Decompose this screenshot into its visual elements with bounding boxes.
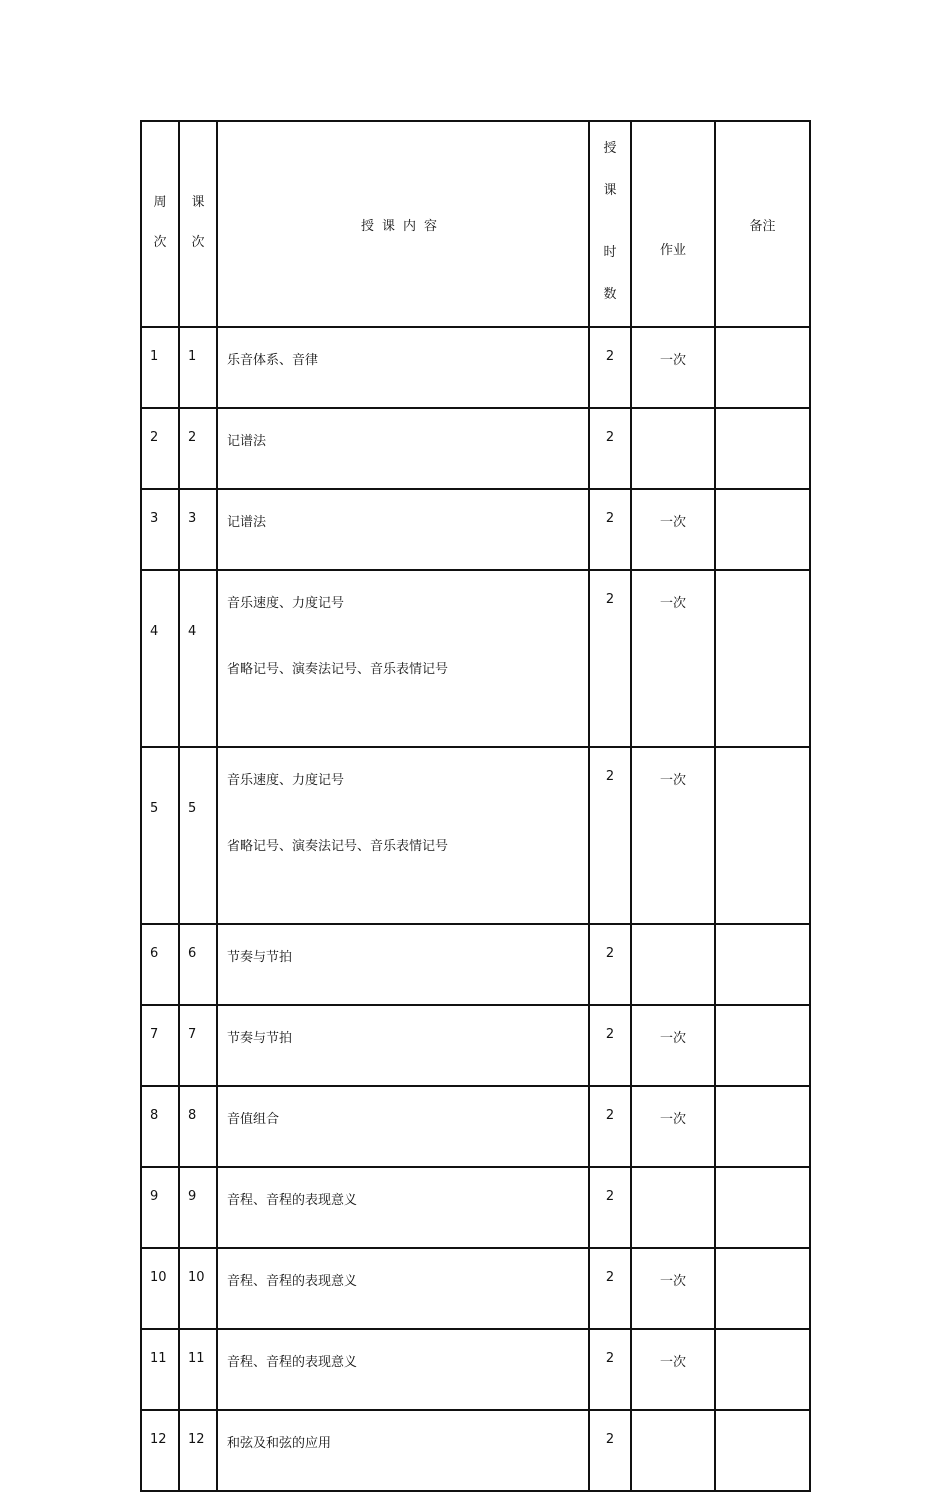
cell-hours: 2: [589, 408, 631, 489]
cell-hours: 2: [589, 924, 631, 1005]
cell-homework: 一次: [631, 1005, 715, 1086]
cell-content: [217, 1167, 589, 1248]
cell-hours: 2: [589, 1005, 631, 1086]
header-notes: 备注: [715, 121, 810, 327]
table-row: [141, 747, 810, 924]
table-row: [141, 327, 810, 408]
cell-notes: [715, 489, 810, 570]
cell-lesson: 6: [179, 924, 217, 1005]
cell-week: 3: [141, 489, 179, 570]
cell-homework: 一次: [631, 1329, 715, 1410]
content-line: 乐音体系、音律: [227, 353, 319, 368]
content-line: 和弦及和弦的应用: [227, 1436, 332, 1451]
cell-notes: [715, 747, 810, 924]
cell-homework: [631, 924, 715, 1005]
content-line: 音程、音程的表现意义: [227, 1193, 358, 1208]
cell-notes: [715, 570, 810, 747]
course-schedule-table: [140, 120, 811, 1492]
cell-lesson: 11: [179, 1329, 217, 1410]
cell-week: 8: [141, 1086, 179, 1167]
cell-hours: 2: [589, 570, 631, 747]
cell-content: [217, 1248, 589, 1329]
cell-lesson: 8: [179, 1086, 217, 1167]
cell-hours: 2: [589, 1410, 631, 1491]
cell-content: [217, 408, 589, 489]
cell-lesson: 10: [179, 1248, 217, 1329]
table-row: [141, 1248, 810, 1329]
cell-content: [217, 489, 589, 570]
cell-week: 10: [141, 1248, 179, 1329]
cell-homework: 一次: [631, 747, 715, 924]
header-week: 周 次: [141, 121, 179, 327]
cell-hours: 2: [589, 1248, 631, 1329]
cell-hours: 2: [589, 1329, 631, 1410]
cell-lesson: 9: [179, 1167, 217, 1248]
table-row: [141, 1329, 810, 1410]
header-homework: 作业: [631, 121, 715, 327]
content-line: 记谱法: [227, 434, 267, 449]
cell-homework: 一次: [631, 1248, 715, 1329]
content-line: 省略记号、演奏法记号、音乐表情记号: [227, 662, 449, 677]
cell-week: 12: [141, 1410, 179, 1491]
cell-hours: 2: [589, 747, 631, 924]
cell-homework: 一次: [631, 327, 715, 408]
content-line: 音乐速度、力度记号: [227, 773, 345, 788]
cell-notes: [715, 1248, 810, 1329]
cell-homework: 一次: [631, 489, 715, 570]
cell-week: 2: [141, 408, 179, 489]
content-line: 节奏与节拍: [227, 1031, 293, 1046]
cell-lesson: 5: [179, 747, 217, 924]
cell-lesson: 4: [179, 570, 217, 747]
cell-content: [217, 747, 589, 924]
table-row: [141, 1410, 810, 1491]
cell-week: 1: [141, 327, 179, 408]
cell-lesson: 7: [179, 1005, 217, 1086]
cell-week: 6: [141, 924, 179, 1005]
content-line: 音程、音程的表现意义: [227, 1274, 358, 1289]
table-row: [141, 1086, 810, 1167]
cell-notes: [715, 1410, 810, 1491]
cell-notes: [715, 924, 810, 1005]
table-row: [141, 489, 810, 570]
content-line: 音程、音程的表现意义: [227, 1355, 358, 1370]
cell-notes: [715, 1167, 810, 1248]
cell-notes: [715, 1329, 810, 1410]
header-hours: 授 课 时 数: [589, 121, 631, 327]
table-row: [141, 1167, 810, 1248]
cell-notes: [715, 1086, 810, 1167]
cell-week: 4: [141, 570, 179, 747]
cell-content: [217, 327, 589, 408]
cell-content: [217, 1410, 589, 1491]
cell-hours: 2: [589, 1086, 631, 1167]
content-line: 省略记号、演奏法记号、音乐表情记号: [227, 839, 449, 854]
cell-notes: [715, 1005, 810, 1086]
cell-content: [217, 924, 589, 1005]
content-line: 音值组合: [227, 1112, 280, 1127]
table-row: [141, 1005, 810, 1086]
cell-week: 5: [141, 747, 179, 924]
cell-week: 9: [141, 1167, 179, 1248]
cell-content: [217, 1329, 589, 1410]
content-line: 节奏与节拍: [227, 950, 293, 965]
cell-lesson: 3: [179, 489, 217, 570]
content-line: 记谱法: [227, 515, 267, 530]
cell-lesson: 1: [179, 327, 217, 408]
table-row: [141, 408, 810, 489]
cell-homework: [631, 408, 715, 489]
cell-lesson: 12: [179, 1410, 217, 1491]
cell-homework: [631, 1167, 715, 1248]
header-row: [141, 121, 810, 327]
cell-homework: [631, 1410, 715, 1491]
cell-content: [217, 1086, 589, 1167]
cell-hours: 2: [589, 489, 631, 570]
cell-week: 11: [141, 1329, 179, 1410]
cell-homework: 一次: [631, 1086, 715, 1167]
cell-notes: [715, 408, 810, 489]
cell-week: 7: [141, 1005, 179, 1086]
header-content: 授课内容: [217, 121, 589, 327]
content-line: 音乐速度、力度记号: [227, 596, 345, 611]
cell-content: [217, 1005, 589, 1086]
cell-content: [217, 570, 589, 747]
table-row: [141, 570, 810, 747]
table-row: [141, 924, 810, 1005]
cell-lesson: 2: [179, 408, 217, 489]
header-lesson: 课 次: [179, 121, 217, 327]
cell-notes: [715, 327, 810, 408]
cell-hours: 2: [589, 327, 631, 408]
cell-hours: 2: [589, 1167, 631, 1248]
cell-homework: 一次: [631, 570, 715, 747]
